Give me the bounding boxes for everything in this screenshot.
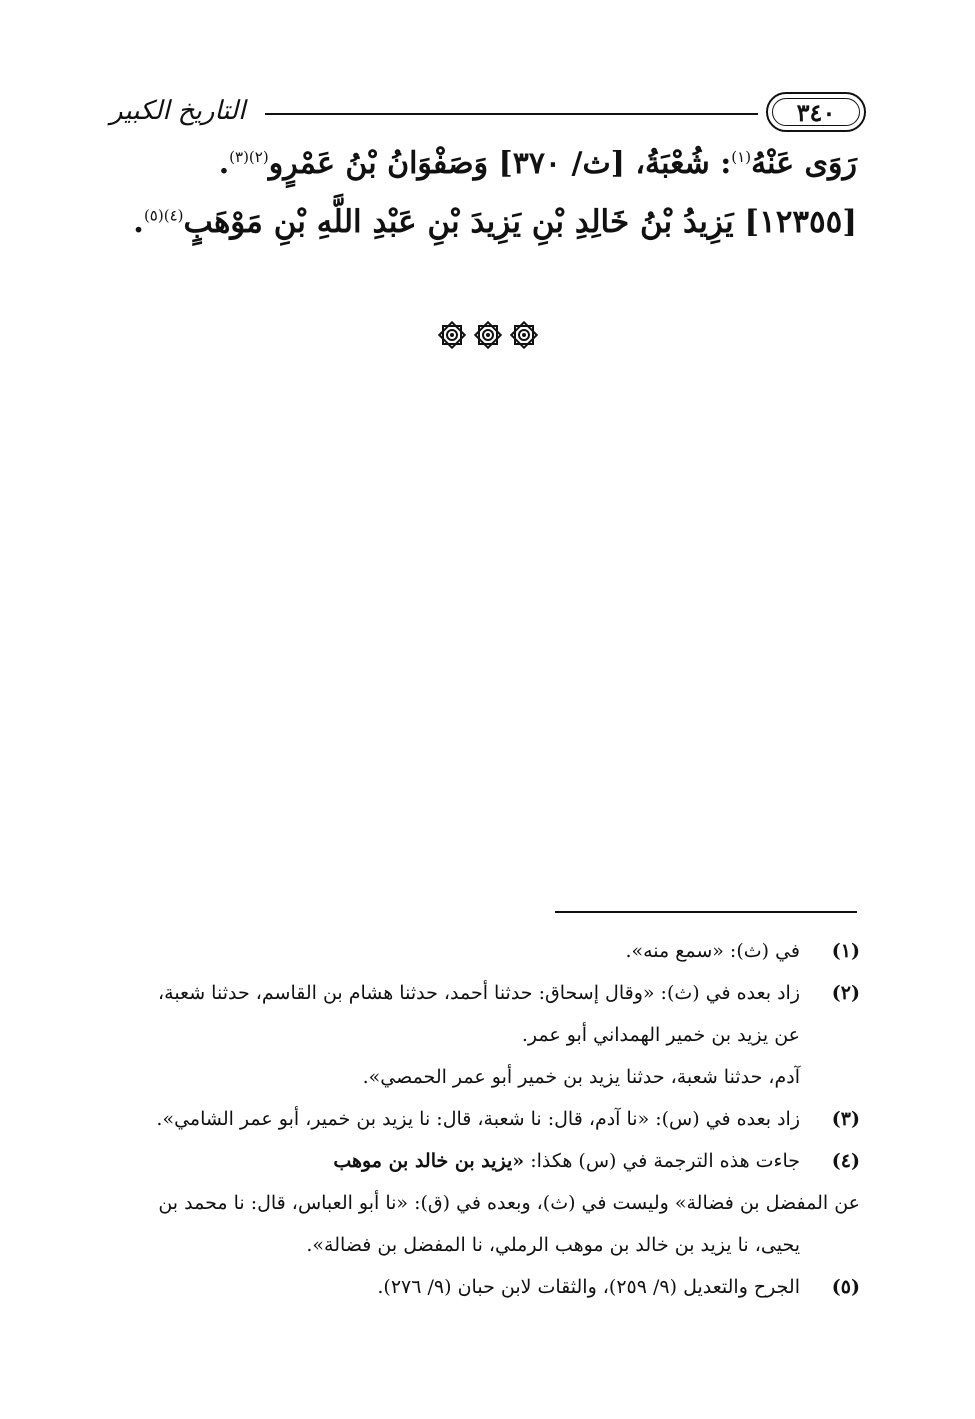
entry-heading (133, 204, 857, 240)
eight-point-star-ornament-icon (473, 320, 503, 350)
footnote-text: الجرح والتعديل (٩/ ٢٥٩)، والثقات لابن حبان (٩/ ٢٧٦). (377, 1276, 800, 1298)
page-number: ٣٤٠ (796, 97, 836, 127)
footnotes (110, 930, 860, 1308)
narration-line (219, 146, 857, 181)
eight-point-star-ornament-icon (509, 320, 539, 350)
footnote-text: يحيى، نا يزيد بن خالد بن موهب الرملي، نا المفضل بن فضالة». (306, 1234, 800, 1256)
footnote-2 (110, 972, 860, 1098)
footnote-text: عن المفضل بن فضالة» وليست في (ث)، وبعده في (ق): «نا أبو العباس، قال: نا محمد بن (158, 1192, 860, 1214)
narration-text-end: . (218, 146, 230, 181)
footnote-1 (110, 930, 860, 972)
footnote-text: آدم، حدثنا شعبة، حدثنا يزيد بن خمير أبو عمر الحمصي». (362, 1066, 800, 1088)
footnote-4 (110, 1140, 860, 1266)
page-number-badge (766, 92, 866, 132)
eight-point-star-ornament-icon (437, 320, 467, 350)
running-title: التاريخ الكبير (110, 96, 246, 126)
footnote-number: (٤) (831, 1150, 860, 1172)
footnote-text: زاد بعده في (ث): «وقال إسحاق: حدثنا أحمد، حدثنا هشام بن القاسم، حدثنا شعبة، (158, 982, 800, 1004)
footnote-number: (٥) (831, 1276, 860, 1298)
footnote-text: زاد بعده في (س): «نا آدم، قال: نا شعبة، قال: نا يزيد بن خمير، أبو عمر الشامي». (156, 1108, 800, 1130)
page-header (110, 92, 866, 136)
footnote-3 (110, 1098, 860, 1140)
footnote-text: عن يزيد بن خمير الهمداني أبو عمر. (521, 1024, 800, 1046)
footnote-ref: (٢)(٣) (229, 148, 269, 166)
narration-text-start: رَوَى عَنْهُ (751, 146, 857, 181)
footnote-ref: (٤)(٥) (143, 206, 184, 225)
footnote-text-prefix: جاءت هذه الترجمة في (س) هكذا: (524, 1150, 800, 1172)
footnote-text (110, 1140, 800, 1182)
footnote-separator (555, 911, 857, 913)
footnote-ref: (١) (731, 148, 752, 166)
narration-text-middle: : شُعْبَةُ، [ث/ ٣٧٠] وَصَفْوَانُ بْنُ عَمْرٍو (268, 146, 732, 181)
footnote-number: (٢) (831, 982, 860, 1004)
footnote-5 (110, 1266, 860, 1308)
footnote-number: (٣) (831, 1108, 860, 1130)
footnote-text: في (ث): «سمع منه». (625, 940, 800, 962)
entry-title-end: . (133, 204, 144, 240)
entry-title: [١٢٣٥٥] يَزِيدُ بْنُ خَالِدِ بْنِ يَزِيدَ بْنِ عَبْدِ اللَّهِ بْنِ مَوْهَبٍ (183, 204, 857, 240)
section-ornament (0, 320, 975, 350)
footnote-number: (١) (831, 940, 860, 962)
footnote-quoted-title: «يزيد بن خالد بن موهب (333, 1150, 525, 1172)
header-rule (265, 113, 758, 115)
